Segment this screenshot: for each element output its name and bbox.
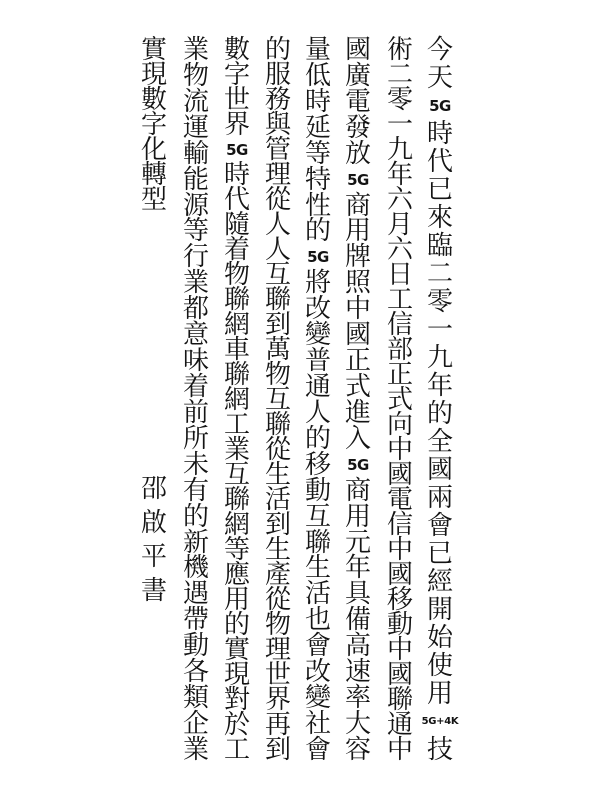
character: 實 xyxy=(223,635,250,665)
character: 會 xyxy=(426,511,453,541)
character: 的 xyxy=(426,399,453,429)
character: 未 xyxy=(182,449,209,480)
character: 世 xyxy=(223,85,250,115)
character: 源 xyxy=(182,190,209,221)
character: 從 xyxy=(264,585,291,615)
character: 業 xyxy=(182,268,209,299)
character: 等 xyxy=(304,138,331,169)
character: 實 xyxy=(140,35,167,65)
character: 時 xyxy=(304,86,331,117)
character: 的 xyxy=(223,610,250,640)
character: 於 xyxy=(223,710,250,740)
character: 今 xyxy=(426,35,453,65)
character: 的 xyxy=(304,423,331,454)
latin-glyph: 5G xyxy=(226,141,248,159)
character: 到 xyxy=(264,310,291,340)
character: 有 xyxy=(182,475,209,506)
character: 前 xyxy=(182,397,209,428)
character: 型 xyxy=(140,185,167,215)
character: 九 xyxy=(426,343,453,373)
character: 帶 xyxy=(182,605,209,636)
character: 活 xyxy=(264,485,291,515)
character: 輸 xyxy=(182,138,209,169)
character: 世 xyxy=(264,660,291,690)
character: 信 xyxy=(386,310,413,340)
character: 用 xyxy=(344,216,371,247)
character: 臨 xyxy=(426,231,453,261)
character: 業 xyxy=(223,435,250,465)
character: 電 xyxy=(344,86,371,117)
character: 邵 xyxy=(140,474,167,504)
character: 國 xyxy=(344,35,371,65)
character: 生 xyxy=(264,535,291,565)
character: 流 xyxy=(182,86,209,117)
character: 聯 xyxy=(304,527,331,558)
character: 工 xyxy=(386,285,413,315)
character: 全 xyxy=(426,427,453,457)
character: 改 xyxy=(304,657,331,688)
character: 機 xyxy=(182,553,209,584)
character: 平 xyxy=(140,542,167,572)
character: 始 xyxy=(426,623,453,653)
character: 日 xyxy=(386,260,413,290)
character: 商 xyxy=(344,475,371,506)
character: 聯 xyxy=(264,410,291,440)
character: 量 xyxy=(304,35,331,65)
character: 年 xyxy=(344,553,371,584)
character: 技 xyxy=(426,735,453,765)
character: 理 xyxy=(264,160,291,190)
character: 也 xyxy=(304,605,331,636)
character: 工 xyxy=(223,410,250,440)
character: 等 xyxy=(223,535,250,565)
character: 網 xyxy=(223,310,250,340)
character: 時 xyxy=(426,119,453,149)
character: 高 xyxy=(344,631,371,662)
character: 向 xyxy=(386,410,413,440)
character: 業 xyxy=(182,35,209,65)
character: 人 xyxy=(304,397,331,428)
character: 網 xyxy=(223,510,250,540)
character: 業 xyxy=(182,734,209,765)
character: 都 xyxy=(182,294,209,325)
character: 移 xyxy=(386,585,413,615)
character: 正 xyxy=(344,346,371,377)
character: 聯 xyxy=(223,360,250,390)
character: 九 xyxy=(386,135,413,165)
latin-glyph: 5G xyxy=(429,97,451,115)
character: 用 xyxy=(344,501,371,532)
text-column-2 xyxy=(379,35,421,765)
character: 從 xyxy=(264,435,291,465)
character: 工 xyxy=(223,735,250,765)
character: 六 xyxy=(386,185,413,215)
character: 聯 xyxy=(264,285,291,315)
character: 電 xyxy=(386,485,413,515)
latin-glyph: 5G xyxy=(347,170,369,189)
character: 現 xyxy=(140,60,167,90)
character: 來 xyxy=(426,203,453,233)
character: 企 xyxy=(182,708,209,739)
character: 動 xyxy=(182,631,209,662)
latin-glyph: 5G+4K xyxy=(421,716,459,727)
character: 數 xyxy=(223,35,250,65)
character: 人 xyxy=(264,235,291,265)
character: 網 xyxy=(223,385,250,415)
character: 變 xyxy=(304,683,331,714)
character: 所 xyxy=(182,423,209,454)
character: 通 xyxy=(386,710,413,740)
character: 移 xyxy=(304,449,331,480)
character: 啟 xyxy=(140,508,167,538)
character: 性 xyxy=(304,190,331,221)
character: 產 xyxy=(264,560,291,590)
character: 理 xyxy=(264,635,291,665)
character: 遇 xyxy=(182,579,209,610)
character: 務 xyxy=(264,85,291,115)
character: 零 xyxy=(386,85,413,115)
character: 開 xyxy=(426,595,453,625)
character: 代 xyxy=(223,185,250,215)
character: 零 xyxy=(426,287,453,317)
character: 着 xyxy=(182,371,209,402)
character: 正 xyxy=(386,360,413,390)
character: 應 xyxy=(223,560,250,590)
character: 放 xyxy=(344,138,371,169)
character: 化 xyxy=(140,135,167,165)
character: 式 xyxy=(344,371,371,402)
character: 活 xyxy=(304,579,331,610)
character: 已 xyxy=(426,175,453,205)
character: 年 xyxy=(426,371,453,401)
signature xyxy=(133,474,175,607)
character: 信 xyxy=(386,510,413,540)
latin-glyph: 5G xyxy=(307,248,329,267)
character: 國 xyxy=(426,455,453,485)
character: 容 xyxy=(344,734,371,765)
character: 界 xyxy=(264,685,291,715)
character: 萬 xyxy=(264,335,291,365)
character: 到 xyxy=(264,735,291,765)
character: 轉 xyxy=(140,160,167,190)
character: 從 xyxy=(264,185,291,215)
character: 元 xyxy=(344,527,371,558)
character: 式 xyxy=(386,385,413,415)
character: 服 xyxy=(264,60,291,90)
character: 社 xyxy=(304,708,331,739)
character: 書 xyxy=(140,576,167,606)
character: 兩 xyxy=(426,483,453,513)
text-column-1 xyxy=(419,35,461,765)
character: 商 xyxy=(344,190,371,221)
character: 管 xyxy=(264,135,291,165)
character: 變 xyxy=(304,320,331,351)
character: 字 xyxy=(140,110,167,140)
character: 二 xyxy=(386,60,413,90)
character: 能 xyxy=(182,164,209,195)
character: 經 xyxy=(426,567,453,597)
character: 國 xyxy=(386,560,413,590)
character: 數 xyxy=(140,85,167,115)
character: 現 xyxy=(223,660,250,690)
character: 生 xyxy=(304,553,331,584)
character: 中 xyxy=(344,294,371,325)
character: 人 xyxy=(264,210,291,240)
character: 物 xyxy=(264,610,291,640)
character: 低 xyxy=(304,60,331,91)
character: 發 xyxy=(344,112,371,143)
character: 用 xyxy=(426,679,453,709)
character: 再 xyxy=(264,710,291,740)
character: 的 xyxy=(182,501,209,532)
character: 代 xyxy=(426,147,453,177)
character: 用 xyxy=(223,585,250,615)
character: 普 xyxy=(304,346,331,377)
character: 國 xyxy=(386,660,413,690)
character: 入 xyxy=(344,423,371,454)
character: 中 xyxy=(386,635,413,665)
character: 牌 xyxy=(344,242,371,273)
character: 通 xyxy=(304,371,331,402)
character: 延 xyxy=(304,112,331,143)
character: 生 xyxy=(264,460,291,490)
character: 月 xyxy=(386,210,413,240)
character: 對 xyxy=(223,685,250,715)
character: 味 xyxy=(182,346,209,377)
character: 新 xyxy=(182,527,209,558)
text-column-3 xyxy=(337,35,379,765)
character: 互 xyxy=(223,460,250,490)
character: 使 xyxy=(426,651,453,681)
character: 意 xyxy=(182,320,209,351)
character: 二 xyxy=(426,259,453,289)
character: 部 xyxy=(386,335,413,365)
character: 等 xyxy=(182,216,209,247)
character: 年 xyxy=(386,160,413,190)
character: 特 xyxy=(304,164,331,195)
character: 將 xyxy=(304,268,331,299)
character: 備 xyxy=(344,605,371,636)
character: 着 xyxy=(223,235,250,265)
character: 車 xyxy=(223,335,250,365)
character: 運 xyxy=(182,112,209,143)
character: 已 xyxy=(426,539,453,569)
character: 國 xyxy=(386,460,413,490)
character: 字 xyxy=(223,60,250,90)
character: 一 xyxy=(386,110,413,140)
character: 率 xyxy=(344,683,371,714)
character: 類 xyxy=(182,683,209,714)
character: 大 xyxy=(344,708,371,739)
character: 的 xyxy=(304,216,331,247)
closing-line xyxy=(133,35,175,215)
character: 的 xyxy=(264,35,291,65)
character: 一 xyxy=(426,315,453,345)
character: 各 xyxy=(182,657,209,688)
character: 時 xyxy=(223,160,250,190)
character: 具 xyxy=(344,579,371,610)
character: 中 xyxy=(386,535,413,565)
character: 術 xyxy=(386,35,413,65)
character: 會 xyxy=(304,631,331,662)
character: 物 xyxy=(223,260,250,290)
character: 天 xyxy=(426,63,453,93)
character: 互 xyxy=(264,260,291,290)
character: 物 xyxy=(182,60,209,91)
text-column-5 xyxy=(257,35,299,765)
character: 進 xyxy=(344,397,371,428)
character: 聯 xyxy=(386,685,413,715)
character: 互 xyxy=(264,385,291,415)
character: 照 xyxy=(344,268,371,299)
text-column-4 xyxy=(297,35,339,765)
character: 廣 xyxy=(344,60,371,91)
character: 會 xyxy=(304,734,331,765)
character: 改 xyxy=(304,294,331,325)
character: 中 xyxy=(386,435,413,465)
character: 行 xyxy=(182,242,209,273)
character: 界 xyxy=(223,110,250,140)
character: 到 xyxy=(264,510,291,540)
character: 物 xyxy=(264,360,291,390)
character: 動 xyxy=(304,475,331,506)
character: 聯 xyxy=(223,285,250,315)
character: 隨 xyxy=(223,210,250,240)
text-column-7 xyxy=(175,35,217,765)
character: 國 xyxy=(344,320,371,351)
character: 六 xyxy=(386,235,413,265)
character: 與 xyxy=(264,110,291,140)
character: 聯 xyxy=(223,485,250,515)
character: 互 xyxy=(304,501,331,532)
latin-glyph: 5G xyxy=(347,455,369,474)
character: 動 xyxy=(386,610,413,640)
character: 速 xyxy=(344,657,371,688)
character: 中 xyxy=(386,735,413,765)
text-column-6 xyxy=(216,35,258,765)
